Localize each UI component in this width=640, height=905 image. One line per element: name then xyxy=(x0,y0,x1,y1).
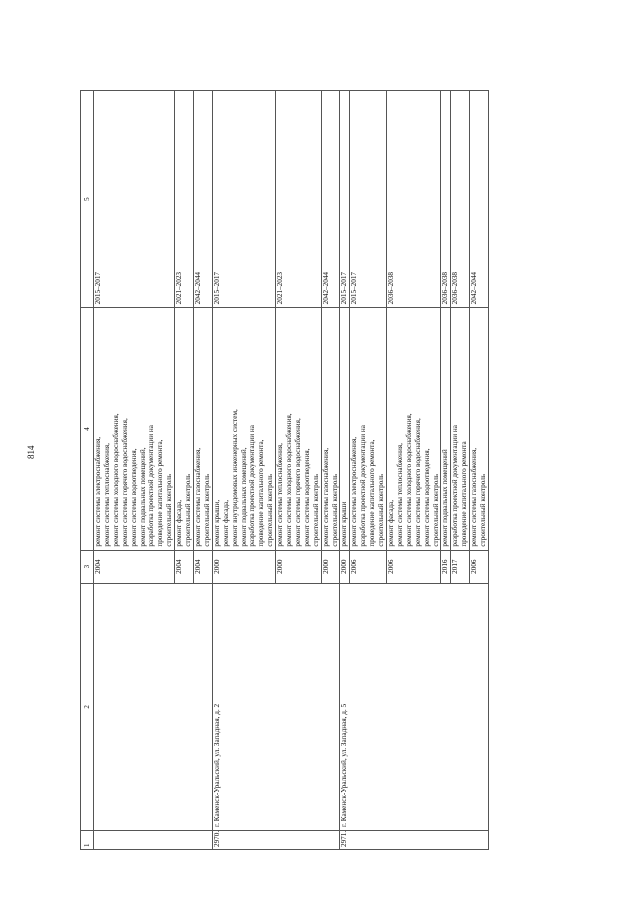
work-item: ремонт системы теплоснабжения, xyxy=(102,443,111,547)
period-cell: 2042–2044 xyxy=(193,91,212,308)
rotated-table-sheet xyxy=(80,90,610,850)
work-item: ремонт крыши xyxy=(340,501,349,547)
work-item: строительный контроль xyxy=(184,473,193,547)
repair-schedule-table xyxy=(80,90,489,850)
work-item: разработка проектной документации на xyxy=(359,425,368,547)
work-item: ремонт системы электроснабжения, xyxy=(94,436,102,547)
work-item: ремонт системы горячего водоснабжения, xyxy=(413,418,422,547)
period-cell: 2036–2038 xyxy=(441,91,451,308)
page-number: 814 xyxy=(26,445,36,459)
year-cell: 2000 xyxy=(276,550,322,583)
work-item: проведение капитального ремонта xyxy=(460,441,469,547)
building-address xyxy=(94,583,213,830)
work-item: ремонт внутридомовых инженерных систем, xyxy=(230,409,239,547)
year-cell: 2006 xyxy=(470,550,489,583)
work-item: ремонт системы водоотведения, xyxy=(129,448,138,547)
work-item: ремонт подвальных помещений xyxy=(441,449,450,547)
period-cell: 2015–2017 xyxy=(212,91,275,308)
period-cell: 2036–2038 xyxy=(451,91,470,308)
works-cell xyxy=(350,308,387,550)
year-cell: 2000 xyxy=(340,550,350,583)
works-cell xyxy=(340,308,350,550)
work-item: ремонт системы холодного водоснабжения, xyxy=(111,413,120,547)
work-item: ремонт крыши, xyxy=(212,499,221,547)
work-item: строительный контроль xyxy=(479,473,488,547)
work-item: разработка проектной документации на xyxy=(451,425,460,547)
header-col-3: 3 xyxy=(81,550,94,583)
year-cell: 2006 xyxy=(350,550,387,583)
work-item: строительный контроль xyxy=(311,473,320,547)
year-cell: 2017 xyxy=(451,550,470,583)
work-item: ремонт системы холодного водоснабжения, xyxy=(404,413,413,547)
table-row xyxy=(212,91,275,850)
work-item: ремонт системы электроснабжения, xyxy=(350,436,359,547)
work-item: проведение капитального ремонта, xyxy=(368,439,377,547)
table-row xyxy=(94,91,175,850)
header-col-2: 2 xyxy=(81,583,94,830)
row-number: 2971. xyxy=(340,830,489,849)
table-row xyxy=(340,91,350,850)
period-cell: 2015–2017 xyxy=(94,91,175,308)
work-item: проведение капитального ремонта, xyxy=(156,439,165,547)
year-cell: 2004 xyxy=(193,550,212,583)
works-cell xyxy=(94,308,175,550)
header-col-5: 5 xyxy=(81,91,94,308)
year-cell: 2004 xyxy=(94,550,175,583)
header-row xyxy=(81,91,94,850)
work-item: строительный контроль xyxy=(330,473,339,547)
year-cell: 2016 xyxy=(441,550,451,583)
works-cell xyxy=(321,308,340,550)
row-number: 2970. xyxy=(212,830,340,849)
year-cell: 2000 xyxy=(321,550,340,583)
work-item: ремонт подвальных помещений, xyxy=(239,447,248,547)
work-item: разработка проектной документации на xyxy=(147,425,156,547)
period-cell: 2015–2017 xyxy=(340,91,350,308)
period-cell: 2036–2038 xyxy=(387,91,441,308)
work-item: строительный контроль xyxy=(266,473,275,547)
works-cell xyxy=(387,308,441,550)
work-item: ремонт системы водоотведения, xyxy=(302,448,311,547)
work-item: проведение капитального ремонта, xyxy=(257,439,266,547)
building-address: г. Каменск-Уральский, ул. Западная, д. 2 xyxy=(212,583,340,830)
year-cell: 2000 xyxy=(212,550,275,583)
work-item: строительный контроль xyxy=(165,473,174,547)
works-cell xyxy=(276,308,322,550)
work-item: ремонт системы газоснабжения, xyxy=(470,447,479,547)
work-item: ремонт системы горячего водоснабжения, xyxy=(293,418,302,547)
work-item: ремонт системы теплоснабжения, xyxy=(276,443,285,547)
works-cell xyxy=(470,308,489,550)
work-item: ремонт фасада, xyxy=(221,499,230,547)
period-cell: 2042–2044 xyxy=(470,91,489,308)
year-cell: 2006 xyxy=(387,550,441,583)
work-item: ремонт системы водоотведения, xyxy=(422,448,431,547)
year-cell: 2004 xyxy=(175,550,194,583)
header-col-4: 4 xyxy=(81,308,94,550)
work-item: разработка проектной документации на xyxy=(248,425,257,547)
work-item: ремонт системы газоснабжения, xyxy=(193,447,202,547)
works-cell xyxy=(441,308,451,550)
works-cell xyxy=(193,308,212,550)
work-item: строительный контроль xyxy=(202,473,211,547)
row-number xyxy=(94,830,213,849)
period-cell: 2021–2023 xyxy=(276,91,322,308)
work-item: ремонт подвальных помещений, xyxy=(138,447,147,547)
works-cell xyxy=(175,308,194,550)
work-item: ремонт фасада, xyxy=(387,499,395,547)
work-item: ремонт фасада, xyxy=(175,499,184,547)
work-item: ремонт системы газоснабжения, xyxy=(321,447,330,547)
period-cell: 2021–2023 xyxy=(175,91,194,308)
work-item: ремонт системы теплоснабжения, xyxy=(395,443,404,547)
header-col-1: 1 xyxy=(81,830,94,849)
work-item: строительный контроль xyxy=(377,473,386,547)
work-item: ремонт системы холодного водоснабжения, xyxy=(285,413,294,547)
works-cell xyxy=(451,308,470,550)
period-cell: 2015–2017 xyxy=(350,91,387,308)
work-item: строительный контроль xyxy=(431,473,440,547)
works-cell xyxy=(212,308,275,550)
work-item: ремонт системы горячего водоснабжения, xyxy=(120,418,129,547)
building-address: г. Каменск-Уральский, ул. Западная, д. 5 xyxy=(340,583,489,830)
period-cell: 2042–2044 xyxy=(321,91,340,308)
